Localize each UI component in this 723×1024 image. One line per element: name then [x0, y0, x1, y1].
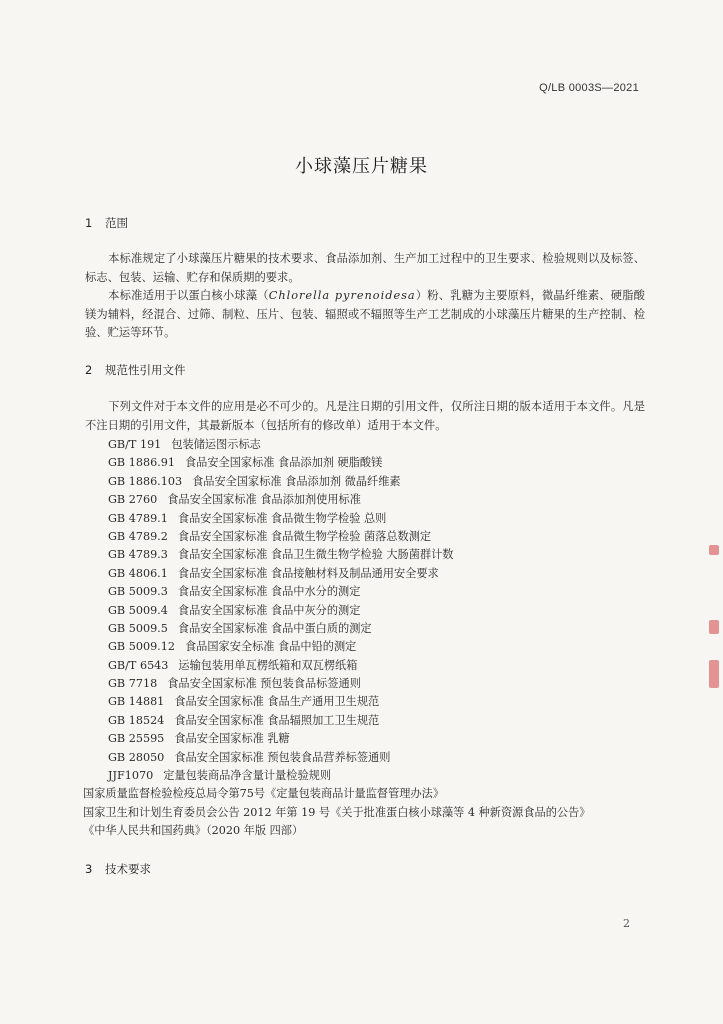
- reference-item: GB 18524 食品安全国家标准 食品辐照加工卫生规范: [108, 713, 380, 727]
- document-title: 小球藻压片糖果: [295, 156, 428, 177]
- reference-item: GB 25595 食品安全国家标准 乳糖: [108, 732, 290, 746]
- reference-item: GB 7718 食品安全国家标准 预包装食品标签通则: [108, 677, 361, 691]
- section-title: 技术要求: [105, 862, 151, 876]
- reference-item: 国家卫生和计划生育委员会公告 2012 年第 19 号《关于批准蛋白核小球藻等 4 种新资源食品的公告》: [83, 805, 591, 819]
- reference-item: GB 28050 食品安全国家标准 预包装食品营养标签通则: [108, 750, 391, 764]
- species-latin-name: Chlorella pyrenoidesa: [268, 289, 416, 302]
- section-heading-technical-requirements: [85, 861, 151, 877]
- seal-fragment: [709, 545, 719, 555]
- reference-item: GB 1886.103 食品安全国家标准 食品添加剂 微晶纤维素: [108, 474, 401, 488]
- reference-item: 《中华人民共和国药典》（2020 年版 四部）: [83, 824, 304, 838]
- reference-item: GB 1886.91 食品安全国家标准 食品添加剂 硬脂酸镁: [108, 456, 383, 470]
- reference-item: GB 4789.3 食品安全国家标准 食品卫生微生物学检验 大肠菌群计数: [108, 548, 454, 562]
- section-number: 3: [85, 862, 93, 876]
- standard-code: Q/LB 0003S—2021: [539, 82, 639, 94]
- section-number: 2: [85, 363, 93, 377]
- reference-item: GB 2760 食品安全国家标准 食品添加剂使用标准: [108, 493, 361, 507]
- reference-item: GB/T 6543 运输包装用单瓦楞纸箱和双瓦楞纸箱: [108, 658, 358, 672]
- section-number: 1: [85, 216, 93, 230]
- seal-fragment: [709, 660, 719, 688]
- section-heading-scope: [85, 215, 128, 231]
- reference-item: GB 4806.1 食品安全国家标准 食品接触材料及制品通用安全要求: [108, 566, 439, 580]
- page-number: 2: [623, 917, 630, 930]
- reference-item: GB/T 191 包装储运图示标志: [108, 438, 261, 451]
- reference-list: [83, 436, 668, 841]
- reference-item: JJF1070 定量包装商品净含量计量检验规则: [108, 769, 332, 783]
- reference-item: GB 5009.5 食品安全国家标准 食品中蛋白质的测定: [108, 621, 372, 635]
- reference-item: GB 5009.4 食品安全国家标准 食品中灰分的测定: [108, 603, 361, 617]
- reference-item: GB 4789.2 食品安全国家标准 食品微生物学检验 菌落总数测定: [108, 529, 432, 543]
- section-heading-normative-references: [85, 362, 186, 378]
- reference-item: GB 5009.12 食品国家安全标准 食品中铅的测定: [108, 640, 357, 654]
- references-intro-paragraph: 下列文件对于本文件的应用是必不可少的。凡是注日期的引用文件，仅所注日期的版本适用于本文件。凡是不注日期的引用文件，其最新版本（包括所有的修改单）适用于本文件。: [85, 400, 645, 432]
- reference-item: GB 14881 食品安全国家标准 食品生产通用卫生规范: [108, 695, 380, 709]
- section-title: 规范性引用文件: [105, 363, 186, 377]
- reference-item: GB 4789.1 食品安全国家标准 食品微生物学检验 总则: [108, 511, 387, 525]
- scope-paragraph-2: 本标准适用于以蛋白核小球藻（Chlorella pyrenoidesa）粉、乳糖为主要原料，微晶纤维素、硬脂酸镁为辅料，经混合、过筛、制粒、压片、包装、辐照或不辐照等生产工艺制成的小球藻压片糖果的生产控制、检验、贮运等环节。: [85, 289, 645, 339]
- reference-item: GB 5009.3 食品安全国家标准 食品中水分的测定: [108, 585, 361, 599]
- seal-fragment: [709, 620, 719, 634]
- section-title: 范围: [105, 216, 128, 230]
- reference-item: 国家质量监督检验检疫总局令第75号《定量包装商品计量监督管理办法》: [83, 787, 445, 801]
- scope-paragraph-1: 本标准规定了小球藻压片糖果的技术要求、食品添加剂、生产加工过程中的卫生要求、检验规则以及标签、标志、包装、运输、贮存和保质期的要求。: [85, 252, 645, 284]
